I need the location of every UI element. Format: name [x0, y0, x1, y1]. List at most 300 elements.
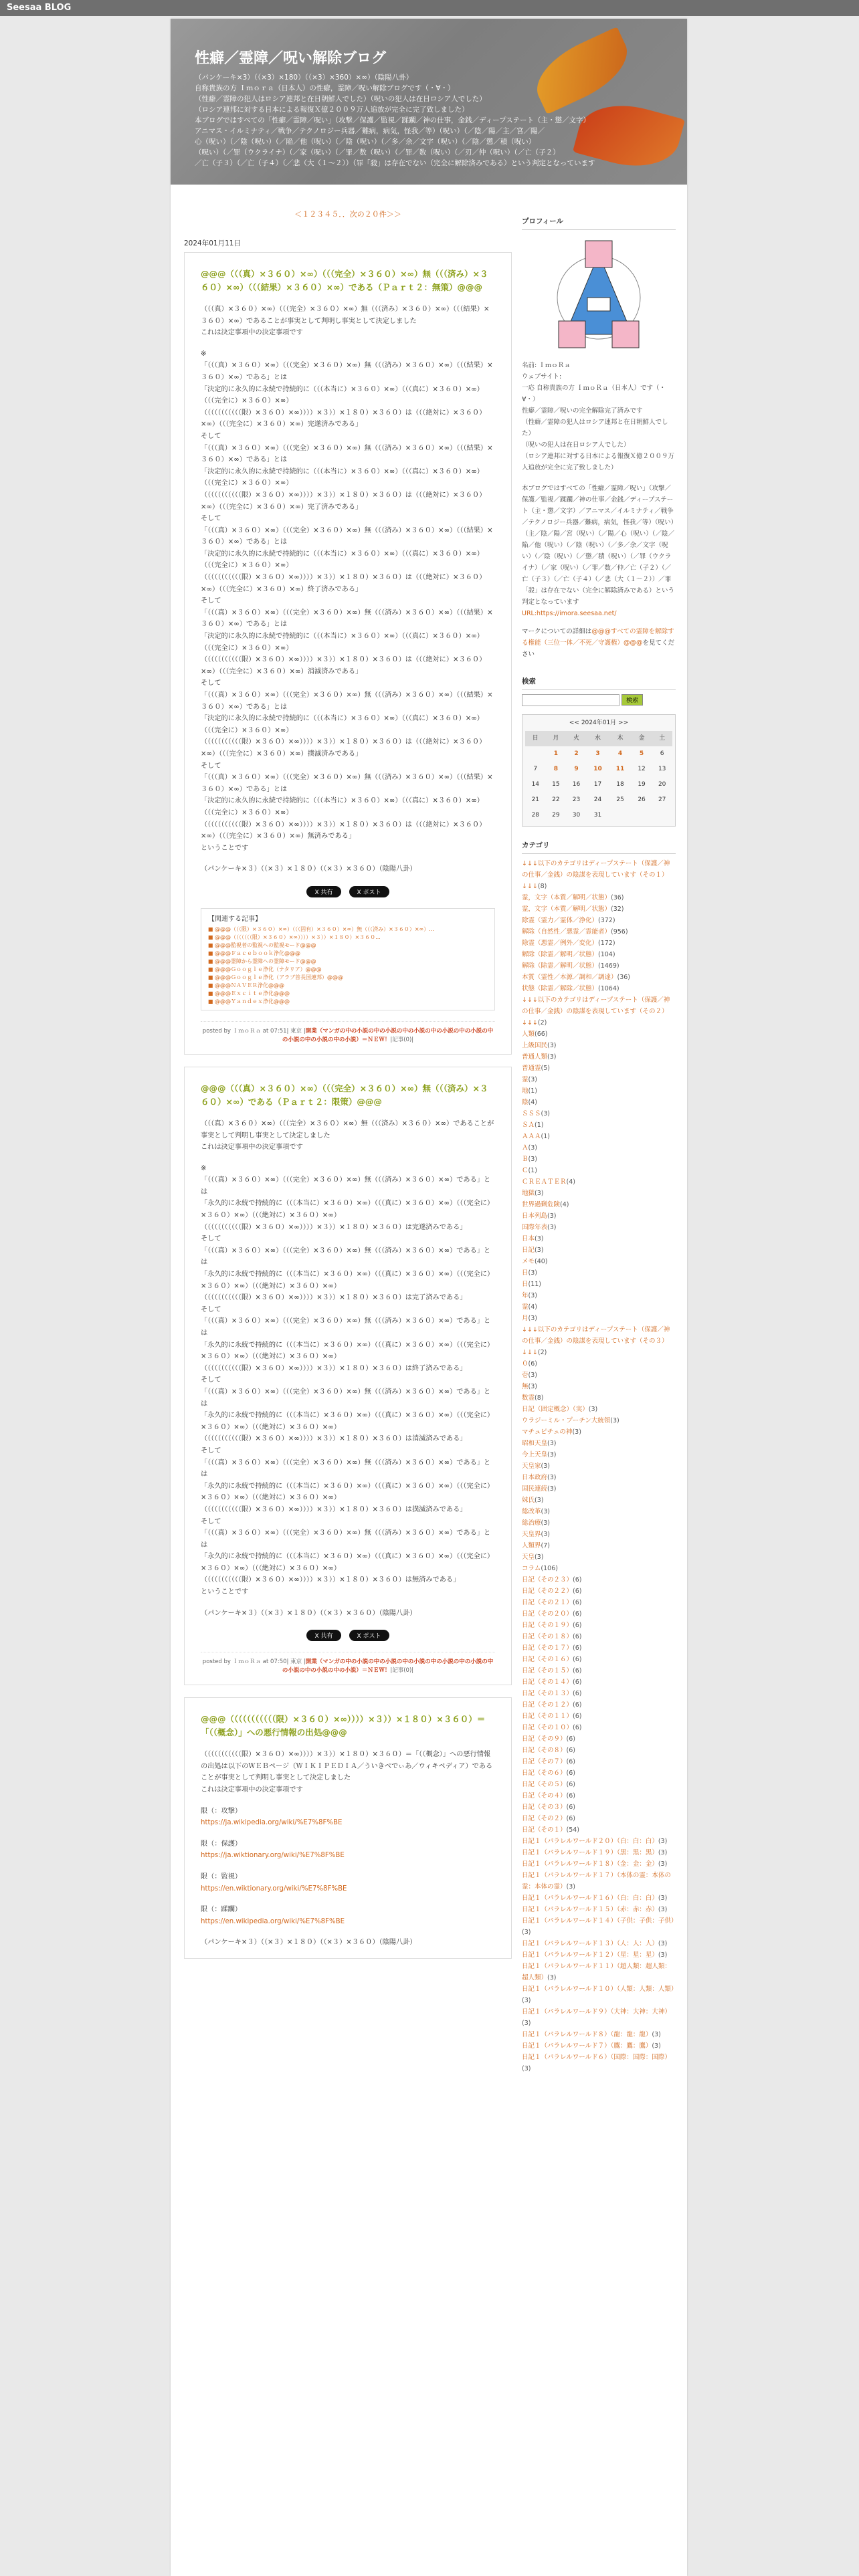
- category-link[interactable]: 日記（その１４）: [522, 1679, 573, 1686]
- category-link[interactable]: 日記（その２１）: [522, 1599, 573, 1606]
- category-item: [522, 938, 676, 949]
- category-count: (6): [573, 1656, 582, 1663]
- post-line: （パンケーキ×３）（（×３）×１８０）（（×３）×３６０）（陰陽八卦）: [201, 865, 417, 873]
- calendar-day[interactable]: 28: [531, 812, 540, 819]
- category-item: [522, 1574, 676, 1586]
- calendar-day[interactable]: 13: [658, 766, 666, 772]
- post-line: 「（（（真）×３６０）×∞）（（（完全）×３６０）×∞）無（（（済み）×３６０）×∞）である」とは: [201, 1176, 491, 1196]
- calendar-day[interactable]: 8: [553, 766, 559, 772]
- category-link[interactable]: 日本列島: [522, 1212, 548, 1220]
- category-item: [522, 1074, 676, 1085]
- category-count: (6): [573, 1679, 582, 1686]
- category-link[interactable]: 日記１（パラレルワールド１０）（人類：人類：人類）: [522, 1985, 678, 1993]
- category-link[interactable]: 解除（自然性／悪霊／霊能者）: [522, 928, 611, 936]
- post-category-link[interactable]: 開業（マンガの中の小説の中の小説の中の小説の中の小説の中の小説の中の小説の中の小説の中の小説）＝ＮＥＷ！: [282, 1658, 494, 1675]
- related-link[interactable]: ■ @@@監視者の監視への監視モード@@@: [215, 942, 488, 950]
- category-count: (54): [566, 1826, 580, 1834]
- category-link[interactable]: 日記（その８）: [522, 1747, 567, 1754]
- post-body: [201, 294, 495, 875]
- category-count: (6): [573, 1724, 582, 1731]
- category-link[interactable]: 日記１（パラレルワールド１７）（本体の霊：本体の霊：本体の霊）: [522, 1872, 671, 1891]
- post-line: これは決定事項中の決定事項です: [201, 1786, 303, 1794]
- calendar-day[interactable]: 1: [553, 750, 559, 757]
- category-item: [522, 2052, 676, 2074]
- category-item: [522, 949, 676, 960]
- category-item: [522, 1245, 676, 1256]
- category-item: [522, 1767, 676, 1779]
- category-link[interactable]: 日記（その１１）: [522, 1713, 573, 1720]
- category-link[interactable]: 日記（その２）: [522, 1815, 567, 1822]
- category-link[interactable]: 総改革: [522, 1508, 541, 1515]
- category-count: (6): [566, 1747, 575, 1754]
- category-link[interactable]: 日本: [522, 1235, 535, 1243]
- category-link[interactable]: 上級国民: [522, 1042, 548, 1049]
- category-item: [522, 972, 676, 983]
- category-link[interactable]: 日記１（パラレルワールド１３）（人：人：人）: [522, 1940, 658, 1947]
- category-item: [522, 1358, 676, 1370]
- category-link[interactable]: 霊: [522, 1076, 529, 1083]
- category-count: (106): [541, 1565, 558, 1572]
- pager[interactable]: ＜１２３４５．．次の２０件＞＞: [294, 210, 401, 219]
- calendar-day[interactable]: 7: [533, 766, 538, 772]
- post-line: （（（（（（（（（（（限）×３６０）×∞））））×３））×１８０）×３６０）は（（（絶対に）×３６０）×∞）（（（完全に）×３６０）×∞）完了済みである」: [201, 491, 486, 511]
- x-share-button[interactable]: X 共有: [306, 1630, 341, 1641]
- x-share-button[interactable]: X ポスト: [349, 1630, 389, 1641]
- post-line: ということです: [201, 1588, 249, 1596]
- category-count: (3): [658, 1838, 668, 1845]
- category-link[interactable]: 今上天皇: [522, 1451, 548, 1459]
- spacer: [201, 1895, 495, 1904]
- category-link[interactable]: 日記（その３）: [522, 1804, 567, 1811]
- calendar-day[interactable]: 9: [574, 766, 579, 772]
- category-link[interactable]: ウラジーミル・プーチン大統領: [522, 1417, 611, 1424]
- category-item: [522, 1608, 676, 1620]
- category-item: [522, 1495, 676, 1506]
- category-item: [522, 1063, 676, 1074]
- calendar-day-header: 金: [632, 731, 652, 746]
- category-link[interactable]: 日本政府: [522, 1474, 548, 1481]
- calendar-day[interactable]: 11: [615, 766, 625, 772]
- search-box: [522, 694, 676, 706]
- category-link[interactable]: 日記（その１９）: [522, 1622, 573, 1629]
- post-line: （（（（（（（（（（（限）×３６０）×∞））））×３））×１８０）×３６０）は（（（絶対に）×３６０）×∞）（（（完全に）×３６０）×∞）完遂済みである」: [201, 409, 486, 429]
- category-item: [522, 960, 676, 972]
- calendar-day[interactable]: 21: [531, 796, 540, 803]
- category-count: (40): [535, 1258, 548, 1265]
- profile-line: 一応 自称貴族の方 ＩｍｏＲａ（日本人）です（・∀・）: [522, 385, 666, 403]
- category-link[interactable]: Ａ: [522, 1144, 529, 1152]
- related-link[interactable]: ■ @@@霊障から霊障への霊障モード@@@: [215, 958, 488, 966]
- calendar-day[interactable]: 20: [658, 781, 666, 788]
- category-link[interactable]: マチュピチュの神: [522, 1428, 573, 1436]
- category-link[interactable]: 日: [522, 1269, 529, 1277]
- category-link[interactable]: 年: [522, 1292, 529, 1299]
- calendar-day[interactable]: 15: [552, 781, 560, 788]
- category-item: [522, 1904, 676, 1915]
- post-link[interactable]: https://ja.wiktionary.org/wiki/%E7%8F%BE: [201, 1852, 345, 1860]
- calendar-day[interactable]: 10: [593, 766, 602, 772]
- category-link[interactable]: ＳＡ: [522, 1121, 535, 1129]
- category-item: [522, 1165, 676, 1176]
- category-link[interactable]: 日記１（パラレルワールド７）（鷹：鷹：鷹）: [522, 2042, 652, 2050]
- site-label[interactable]: Seesaa BLOG: [7, 3, 72, 13]
- category-link[interactable]: ＳＳＳ: [522, 1110, 541, 1117]
- category-link[interactable]: 壱: [522, 1372, 529, 1379]
- link-label: 限（：監視）: [201, 1873, 242, 1881]
- page-wrapper: [171, 19, 687, 2576]
- spacer: [522, 473, 676, 483]
- post-date: 2024年01月11日: [184, 239, 241, 247]
- post-line: （（（（（（（（（（（限）×３６０）×∞））））×３））×１８０）×３６０）は撲滅済みである」: [201, 1505, 467, 1513]
- category-link[interactable]: 日記（その１２）: [522, 1701, 573, 1709]
- calendar-day[interactable]: 17: [593, 781, 602, 788]
- category-link[interactable]: 日記（その１３）: [522, 1690, 573, 1697]
- category-link[interactable]: ＣＲＥＡＴＥＲ: [522, 1178, 567, 1186]
- related-link[interactable]: ■ @@@（（（（（（（限）×３６０）×∞））））×３））×１８０）×３６０...: [215, 934, 488, 942]
- header-desc-line: （パンケーキ×3）（（×3）×180）（（×3）×360）×∞）（陰陽八卦）: [195, 74, 413, 82]
- category-list: [522, 858, 676, 2074]
- post-line: 「決定的に永久的に永続で持続的に（（（本当に）×３６０）×∞）（（（真に）×３６０）×∞）（（（完全に）×３６０）×∞）: [201, 467, 484, 488]
- x-share-button[interactable]: X ポスト: [349, 886, 389, 897]
- category-link[interactable]: Ｃ: [522, 1167, 529, 1174]
- calendar-day[interactable]: 12: [638, 766, 646, 772]
- category-count: (3): [528, 1156, 537, 1163]
- category-item: [522, 1108, 676, 1119]
- category-link[interactable]: 日記（その６）: [522, 1769, 567, 1777]
- category-item: [522, 1893, 676, 1904]
- post-line: 「決定的に永久的に永続で持続的に（（（本当に）×３６０）×∞）（（（真に）×３６０）×∞）（（（完全に）×３６０）×∞）: [201, 715, 484, 734]
- category-count: (1): [541, 1133, 550, 1140]
- category-link[interactable]: ↓↓↓以下のカテゴリはディープステート（保護／神の仕事／金銭）の陰謀を表現しています（その２）↓↓↓: [522, 996, 670, 1027]
- category-link[interactable]: 日記（その９）: [522, 1735, 567, 1743]
- category-item: [522, 915, 676, 926]
- category-link[interactable]: 日記（その２２）: [522, 1588, 573, 1595]
- category-item: [522, 1688, 676, 1699]
- post-line: （（（（（（（（（（（限）×３６０）×∞））））×３））×１８０）×３６０）は（（（絶対に）×３６０）×∞）（（（完全に）×３６０）×∞）撲滅済みである」: [201, 738, 486, 758]
- category-link[interactable]: ↓↓↓以下のカテゴリはディープステート（保護／神の仕事／金銭）の陰謀を表現しています（その１）↓↓↓: [522, 860, 670, 890]
- category-count: (3): [658, 1940, 668, 1947]
- category-link[interactable]: 数霊: [522, 1394, 535, 1402]
- calendar-day[interactable]: 4: [617, 750, 623, 757]
- category-count: (3): [541, 1519, 550, 1527]
- category-item: [522, 903, 676, 915]
- category-link[interactable]: 天皇: [522, 1553, 535, 1561]
- calendar-day[interactable]: 24: [593, 796, 602, 803]
- category-count: (4): [528, 1303, 537, 1311]
- related-link[interactable]: ■ @@@（（（限）×３６０）×∞）（（（固有）×３６０）×∞）無（（（済み）×３６０）×∞）...: [215, 926, 488, 934]
- category-item: [522, 1551, 676, 1563]
- category-count: (6): [573, 1633, 582, 1640]
- post-line: 「（（（真）×３６０）×∞）（（（完全）×３６０）×∞）無（（（済み）×３６０）×∞）（（（結果）×３６０）×∞）である」とは: [201, 444, 493, 464]
- category-link[interactable]: 世界過剰危険: [522, 1201, 561, 1208]
- post-line: （（（（（（（（（（（限）×３６０）×∞））））×３））×１８０）×３６０）は無済みである」: [201, 1576, 460, 1584]
- calendar-day[interactable]: 16: [572, 781, 581, 788]
- search-button[interactable]: 検索: [622, 694, 643, 706]
- calendar-day: [609, 808, 631, 823]
- calendar-day[interactable]: 2: [574, 750, 579, 757]
- calendar-day[interactable]: 5: [639, 750, 644, 757]
- post-line: 「（（（真）×３６０）×∞）（（（完全）×３６０）×∞）無（（（済み）×３６０）×∞）である」とは: [201, 1317, 491, 1337]
- post-line: （パンケーキ×３）（（×３）×１８０）（（×３）×３６０）（陰陽八卦）: [201, 1939, 417, 1947]
- post-line: ※: [201, 1164, 207, 1172]
- category-link[interactable]: ＡＡＡ: [522, 1133, 541, 1140]
- category-link[interactable]: 日記１（パラレルワールド１２）（星：星：星）: [522, 1951, 658, 1959]
- category-link[interactable]: Ｂ: [522, 1156, 529, 1163]
- category-link[interactable]: 天皇界: [522, 1531, 541, 1538]
- category-link[interactable]: 普通霊: [522, 1065, 541, 1072]
- post-line: ※: [201, 350, 207, 358]
- category-link[interactable]: 日記１（パラレルワールド１４）（子供：子供：子供）: [522, 1917, 678, 1925]
- category-item: [522, 1949, 676, 1961]
- main-column: [184, 201, 512, 1971]
- category-count: (6): [528, 1360, 537, 1368]
- category-count: (36): [617, 974, 631, 981]
- category-link[interactable]: 日記１（パラレルワールド８）（龍：龍：龍）: [522, 2031, 652, 2038]
- calendar-day[interactable]: 23: [572, 796, 581, 803]
- category-link[interactable]: 日記（その１６）: [522, 1656, 573, 1663]
- category-count: (3): [547, 1053, 557, 1061]
- category-count: (6): [566, 1781, 575, 1788]
- category-count: (4): [528, 1099, 537, 1106]
- category-item: [522, 1426, 676, 1438]
- category-link[interactable]: 国際年表: [522, 1224, 548, 1231]
- calendar-day[interactable]: 14: [531, 781, 540, 788]
- calendar-day[interactable]: 3: [595, 750, 600, 757]
- category-link[interactable]: 日記（その４）: [522, 1792, 567, 1800]
- post-comments[interactable]: |記事(0)|: [390, 1667, 414, 1675]
- category-item: [522, 1540, 676, 1551]
- related-link[interactable]: ■ @@@Ｇｏｏｇｌｅ浄化（ナタリア）@@@: [215, 966, 488, 974]
- blog-title[interactable]: 性癖／霊障／呪い解除ブログ: [195, 50, 387, 67]
- post-link[interactable]: https://en.wikipedia.org/wiki/%E7%8F%BE: [201, 1917, 345, 1925]
- calendar-day[interactable]: 27: [658, 796, 666, 803]
- category-link[interactable]: 日記（その２３）: [522, 1576, 573, 1584]
- category-link[interactable]: 昭和天皇: [522, 1440, 548, 1447]
- category-item: [522, 1642, 676, 1654]
- calendar-day[interactable]: 18: [616, 781, 624, 788]
- category-count: (3): [547, 1974, 557, 1981]
- post-line: 「決定的に永久的に永続で持続的に（（（本当に）×３６０）×∞）（（（真に）×３６０）×∞）（（（完全に）×３６０）×∞）: [201, 385, 484, 405]
- header-desc-line: （性癖／霊障の犯人はロシア連邦と在日朝鮮人でした）（呪いの犯人は在日ロシア人でした）: [195, 95, 486, 103]
- category-link[interactable]: 日記１（パラレルワールド１９）（黒：黒：黒）: [522, 1849, 658, 1856]
- category-link[interactable]: 天皇家: [522, 1463, 541, 1470]
- profile-line: （ロシア連邦に対する日本による報復Ｘ億２００９万人追放が完全に完了致しました）: [522, 453, 675, 471]
- category-count: (3): [535, 1497, 544, 1504]
- category-item: [522, 1915, 676, 1938]
- category-link[interactable]: 日記（その２０）: [522, 1610, 573, 1618]
- category-link[interactable]: 日記１（パラレルワールド９）（大神：大神：大神）: [522, 2008, 671, 2016]
- calendar-day[interactable]: 29: [552, 812, 560, 819]
- post-line: 「決定的に永久的に永続で持続的に（（（本当に）×３６０）×∞）（（（真に）×３６０）×∞）（（（完全に）×３６０）×∞）: [201, 797, 484, 817]
- category-link[interactable]: 普通人類: [522, 1053, 548, 1061]
- category-link[interactable]: 日記１（パラレルワールド１８）（金：金：金）: [522, 1860, 658, 1868]
- post-line: 「（（（真）×３６０）×∞）（（（完全）×３６０）×∞）無（（（済み）×３６０）×∞）である」とは: [201, 1388, 491, 1408]
- header-desc-line: （呪い）（／罪（ウクライナ）（／家（呪い）（／罪／数（呪い）（／罪／数（呪い）（／刃／仲（呪い）（／亡（子２）: [195, 148, 560, 156]
- category-link[interactable]: 日記１（パラレルワールド１６）（白：白：白）: [522, 1895, 658, 1902]
- category-count: (3): [541, 1531, 550, 1538]
- seesaa-topbar[interactable]: [0, 0, 859, 16]
- spacer: [201, 1796, 495, 1806]
- post-line: 「（（（真）×３６０）×∞）（（（完全）×３６０）×∞）無（（（済み）×３６０）×∞）（（（結果）×３６０）×∞）である」とは: [201, 774, 493, 793]
- category-count: (3): [610, 1417, 619, 1424]
- calendar-day-header: 日: [525, 731, 546, 746]
- category-link[interactable]: 国民連続: [522, 1485, 548, 1493]
- post-line: （（（（（（（（（（（限）×３６０）×∞））））×３））×１８０）×３６０）は（（（絶対に）×３６０）×∞）（（（完全に）×３６０）×∞）終了済みである」: [201, 574, 486, 593]
- calendar-day-header: 土: [652, 731, 672, 746]
- category-item: [522, 1313, 676, 1324]
- post-line: 「永久的に永続で持続的に（（（本当に）×３６０）×∞）（（（真に）×３６０）×∞）（（（完全に）×３６０）×∞）（（（絶対に）×３６０）×∞）: [201, 1271, 494, 1290]
- search-input[interactable]: [522, 694, 619, 706]
- category-link[interactable]: 日記（その７）: [522, 1758, 567, 1765]
- category-count: (3): [547, 1451, 557, 1459]
- category-count: (3): [541, 1463, 550, 1470]
- profile-more-post: を見てください: [522, 639, 675, 658]
- category-count: (3): [547, 1485, 557, 1493]
- related-articles: [201, 908, 495, 1010]
- post-category-link[interactable]: 開業（マンガの中の小説の中の小説の中の小説の中の小説の中の小説の中の小説の中の小説の中の小説）＝ＮＥＷ！: [282, 1027, 494, 1043]
- category-link[interactable]: 霊，文字（本質／解明／状態）: [522, 905, 611, 913]
- profile-line: （呪いの犯人は在日ロシア人でした）: [522, 441, 630, 449]
- category-link[interactable]: 日記（固定概念）（実）: [522, 1406, 589, 1413]
- category-link[interactable]: メモ: [522, 1258, 535, 1265]
- category-link[interactable]: 日記１（パラレルワールド２０）（白：白：白）: [522, 1838, 658, 1845]
- post-line: 「（（（真）×３６０）×∞）（（（完全）×３６０）×∞）無（（（済み）×３６０）×∞）（（（結果）×３６０）×∞）である」とは: [201, 609, 493, 629]
- category-link[interactable]: 日記１（パラレルワールド１１）（超人類：超人類：超人類）: [522, 1963, 671, 1981]
- category-link[interactable]: 陰: [522, 1099, 529, 1106]
- post-comments[interactable]: |記事(0)|: [390, 1036, 414, 1043]
- profile-more-link[interactable]: @@@すべての霊障を解除する権能（三位一体／不死／守護権）@@@: [522, 628, 674, 647]
- category-item: [522, 1029, 676, 1040]
- calendar-day[interactable]: 30: [572, 812, 581, 819]
- calendar-day[interactable]: 19: [638, 781, 646, 788]
- post-line: これは決定事項中の決定事項です: [201, 329, 303, 337]
- category-count: (6): [566, 1769, 575, 1777]
- category-link[interactable]: 日記（その１７）: [522, 1644, 573, 1652]
- category-count: (2): [537, 1019, 547, 1027]
- category-link[interactable]: 解除（除霊／解明／状態）: [522, 962, 599, 970]
- category-link[interactable]: 状態（除霊／解除／状態）: [522, 985, 599, 992]
- category-count: (3): [535, 1190, 544, 1197]
- category-link[interactable]: 日記１（パラレルワールド６）（国際：国際：国際）: [522, 2054, 671, 2061]
- post-meta: posted by ＩｍｏＲａ at 07:50| 東京 |: [202, 1658, 306, 1666]
- category-link[interactable]: 日記（その１）: [522, 1826, 567, 1834]
- category-count: (3): [658, 1849, 668, 1856]
- calendar-day[interactable]: 22: [552, 796, 560, 803]
- post-line: 「（（（真）×３６０）×∞）（（（完全）×３６０）×∞）無（（（済み）×３６０）×∞）（（（結果）×３６０）×∞）である」とは: [201, 362, 493, 381]
- calendar-day[interactable]: 31: [593, 812, 602, 819]
- post-list: [184, 252, 512, 1959]
- category-count: (3): [658, 1860, 668, 1868]
- related-link[interactable]: ■ @@@Ｅｘｃｉｔｅ浄化@@@: [215, 990, 488, 998]
- category-link[interactable]: 日記（その１０）: [522, 1724, 573, 1731]
- related-link[interactable]: ■ @@@ＮＡＶＥＲ浄化@@@: [215, 982, 488, 990]
- category-count: (3): [528, 1292, 537, 1299]
- post-line: （（（（（（（（（（（限）×３６０）×∞））））×３））×１８０）×３６０）は（（（絶対に）×３６０）×∞）（（（完全に）×３６０）×∞）無済みである」: [201, 821, 486, 841]
- category-link[interactable]: 除霊（悪霊／例外／変化）: [522, 940, 599, 947]
- category-item: [522, 926, 676, 938]
- category-count: (3): [535, 1553, 544, 1561]
- category-item: [522, 1290, 676, 1301]
- category-link[interactable]: 地: [522, 1087, 529, 1095]
- category-link[interactable]: 無: [522, 1383, 529, 1390]
- category-count: (3): [535, 1247, 544, 1254]
- post-title[interactable]: @@@（（（真）×３６０）×∞）（（（完全）×３６０）×∞）無（（（済み）×３６０）×∞）（（（結果）×３６０）×∞）である（Ｐａｒｔ２：無策）@@@: [201, 269, 488, 292]
- x-share-button[interactable]: X 共有: [306, 886, 341, 897]
- category-item: [522, 1836, 676, 1847]
- post-link[interactable]: https://en.wiktionary.org/wiki/%E7%8F%BE: [201, 1885, 347, 1893]
- category-link[interactable]: 日記（その５）: [522, 1781, 567, 1788]
- related-link[interactable]: ■ @@@Ｆａｃｅｂｏｏｋ浄化@@@: [215, 950, 488, 958]
- category-title: カテゴリ: [522, 840, 676, 854]
- category-count: (6): [573, 1667, 582, 1675]
- category-link[interactable]: 日記: [522, 1247, 535, 1254]
- calendar-day[interactable]: 6: [660, 750, 664, 757]
- calendar-day-header: 月: [546, 731, 567, 746]
- calendar-day[interactable]: 26: [638, 796, 646, 803]
- post-line: （（（真）×３６０）×∞）（（（完全）×３６０）×∞）無（（（済み）×３６０）×∞）であることが事実として判明し事実として決定しました: [201, 1119, 494, 1140]
- category-link[interactable]: 除霊（霊力／霊体／浄化）: [522, 917, 599, 924]
- related-link[interactable]: ■ @@@Ｇｏｏｇｌｅ浄化（アラブ首長国連邦）@@@: [215, 974, 488, 982]
- calendar-day[interactable]: 25: [616, 796, 624, 803]
- category-link[interactable]: 人類界: [522, 1542, 541, 1549]
- calendar-day-header: 火: [566, 731, 587, 746]
- category-item: [522, 1654, 676, 1665]
- category-count: (3): [566, 1883, 575, 1891]
- profile-url[interactable]: URL:https://imora.seesaa.net/: [522, 610, 617, 617]
- calendar: [522, 714, 676, 827]
- category-count: (6): [573, 1713, 582, 1720]
- category-count: (6): [573, 1610, 582, 1618]
- post-title[interactable]: @@@（（（真）×３６０）×∞）（（（完全）×３６０）×∞）無（（（済み）×３６０）×∞）である（Ｐａｒｔ２：限策）@@@: [201, 1083, 488, 1107]
- category-link[interactable]: コラム: [522, 1565, 541, 1572]
- post-line: 「（（（真）×３６０）×∞）（（（完全）×３６０）×∞）無（（（済み）×３６０）×∞）である」とは: [201, 1529, 491, 1549]
- category-count: (3): [658, 1895, 668, 1902]
- category-link[interactable]: 本質（霊性／本源／調和／調達）: [522, 974, 617, 981]
- category-link[interactable]: 日記１（パラレルワールド１５）（赤：赤：赤）: [522, 1906, 658, 1913]
- category-item: [522, 1665, 676, 1677]
- post-footer: [201, 1021, 495, 1045]
- category-item: [522, 1233, 676, 1245]
- post-link[interactable]: https://ja.wikipedia.org/wiki/%E7%8F%BE: [201, 1819, 343, 1827]
- blog-post: [184, 1697, 512, 1959]
- category-link[interactable]: 霊，文字（本質／解明／状態）: [522, 894, 611, 901]
- category-link[interactable]: 霊: [522, 1303, 529, 1311]
- category-link[interactable]: 日: [522, 1281, 529, 1288]
- category-item: [522, 2006, 676, 2029]
- category-count: (3): [658, 1951, 668, 1959]
- category-link[interactable]: 人類: [522, 1031, 535, 1038]
- spacer: [201, 1109, 495, 1118]
- category-link[interactable]: 解除（除霊／解明／状態）: [522, 951, 599, 958]
- category-link[interactable]: 妹氏: [522, 1497, 535, 1504]
- post-title[interactable]: @@@（（（（（（（（（（（限）×３６０）×∞））））×３））×１８０）×３６０）＝「（（概念）」への悪行情報の出処@@@: [201, 1714, 486, 1738]
- related-link[interactable]: ■ @@@Ｙａｎｄｅｘ浄化@@@: [215, 998, 488, 1006]
- category-link[interactable]: ↓↓↓以下のカテゴリはディープステート（保護／神の仕事／金銭）の陰謀を表現しています（その３）↓↓↓: [522, 1326, 670, 1356]
- blog-post: [184, 1067, 512, 1685]
- category-link[interactable]: 地獄: [522, 1190, 535, 1197]
- category-count: (372): [598, 917, 615, 924]
- category-link[interactable]: 日記（その１８）: [522, 1633, 573, 1640]
- category-item: [522, 1301, 676, 1313]
- category-count: (1): [535, 1121, 544, 1129]
- link-label: 限（：蹂躙）: [201, 1906, 242, 1914]
- category-link[interactable]: 月: [522, 1315, 529, 1322]
- post-line: 「（（（真）×３６０）×∞）（（（完全）×３６０）×∞）無（（（済み）×３６０）×∞）である」とは: [201, 1459, 491, 1479]
- category-link[interactable]: 日記（その１５）: [522, 1667, 573, 1675]
- calendar-title[interactable]: << 2024年01月 >>: [569, 720, 629, 726]
- category-link[interactable]: ０: [522, 1360, 529, 1368]
- category-link[interactable]: 総治療: [522, 1519, 541, 1527]
